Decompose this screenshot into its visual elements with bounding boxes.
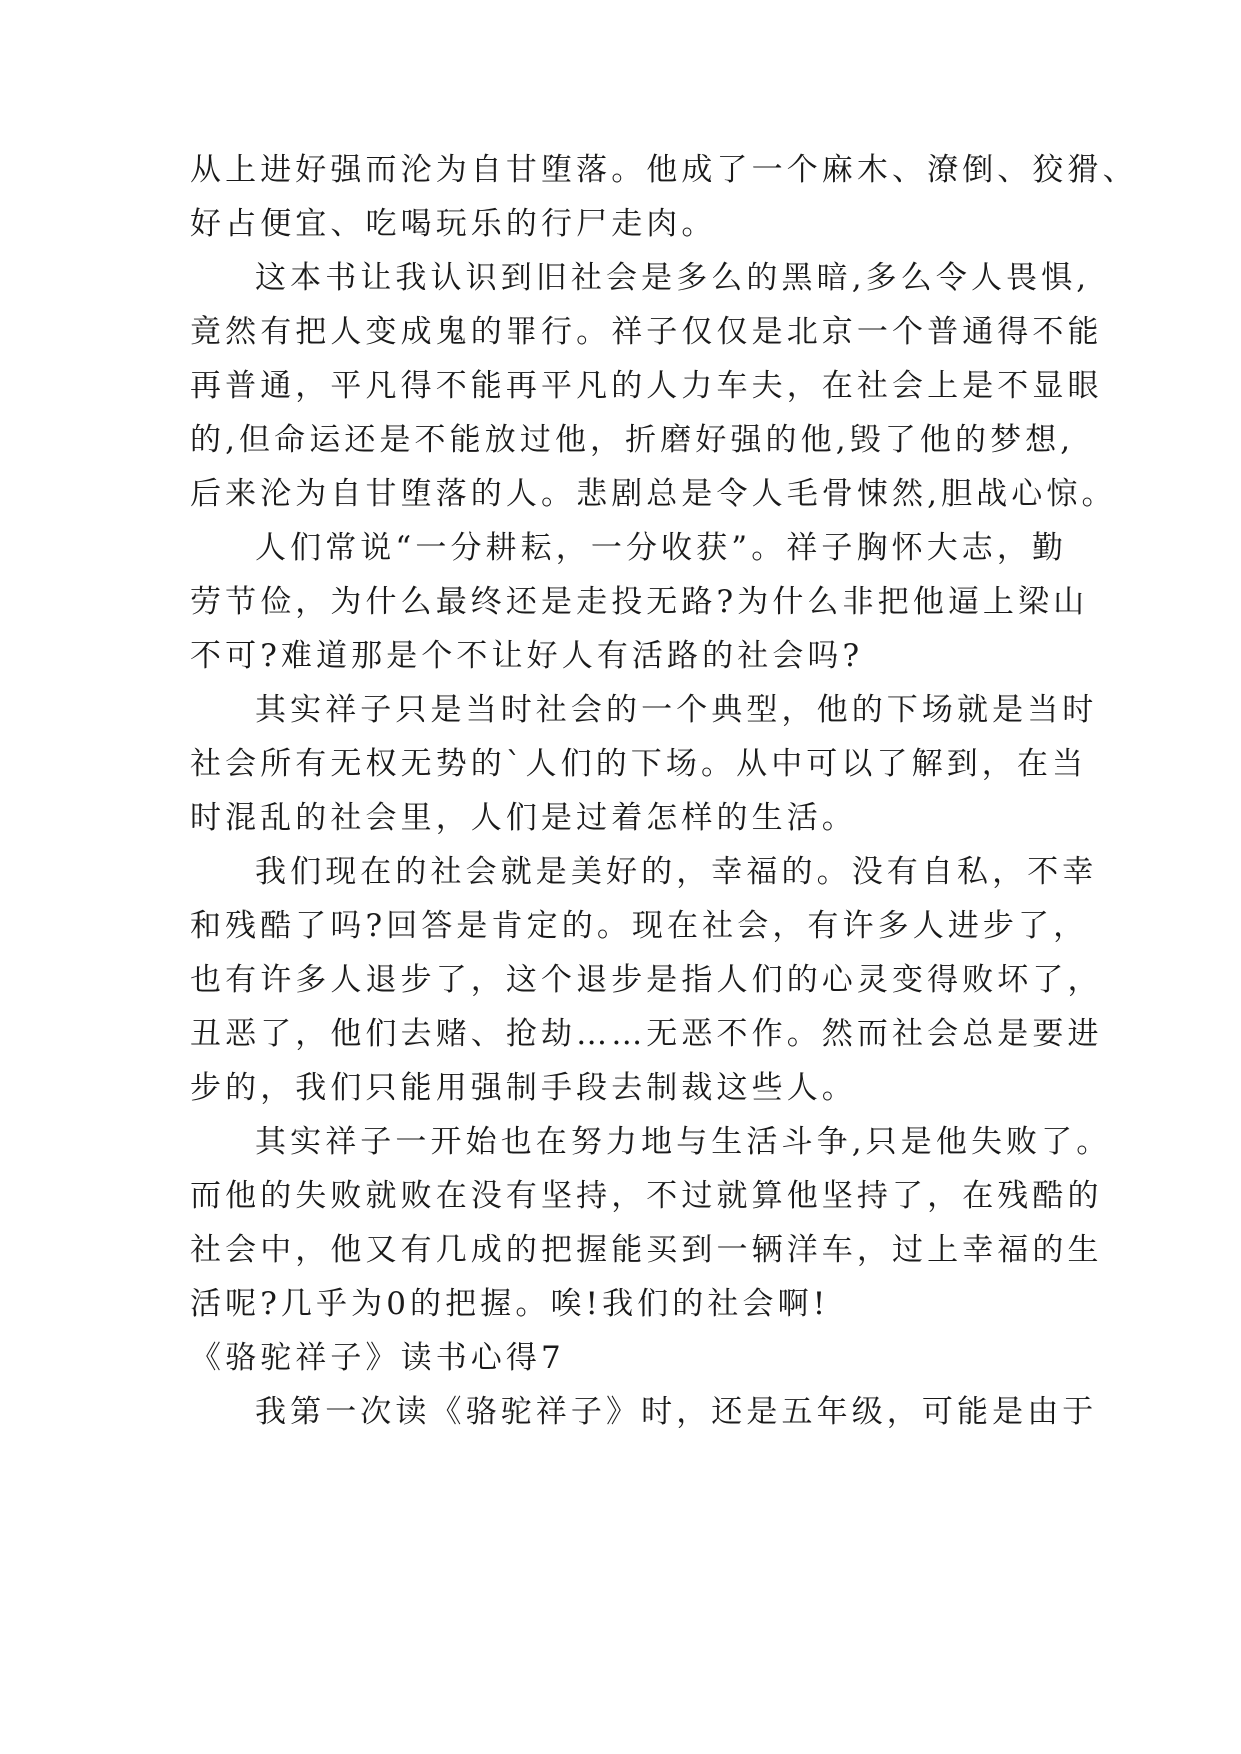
paragraph-line: 后来沦为自甘堕落的人。悲剧总是令人毛骨悚然,胆战心惊。	[190, 476, 1117, 512]
paragraph-line: 再普通，平凡得不能再平凡的人力车夫，在社会上是不显眼	[190, 368, 1103, 404]
paragraph-line: 的,但命运还是不能放过他，折磨好强的他,毁了他的梦想,	[190, 422, 1075, 458]
paragraph-line: 活呢?几乎为0的把握。唉!我们的社会啊!	[190, 1286, 830, 1322]
paragraph-line: 步的，我们只能用强制手段去制裁这些人。	[190, 1070, 857, 1106]
paragraph-line: 竟然有把人变成鬼的罪行。祥子仅仅是北京一个普通得不能	[190, 314, 1103, 350]
paragraph-line: 社会所有无权无势的`人们的下场。从中可以了解到，在当	[190, 746, 1088, 782]
paragraph-line: 从上进好强而沦为自甘堕落。他成了一个麻木、潦倒、狡猾、	[190, 152, 1138, 188]
paragraph-line: 社会中，他又有几成的把握能买到一辆洋车，过上幸福的生	[190, 1232, 1103, 1268]
paragraph-line: 丑恶了，他们去赌、抢劫……无恶不作。然而社会总是要进	[190, 1016, 1103, 1052]
paragraph-line: 也有许多人退步了，这个退步是指人们的心灵变得败坏了，	[190, 962, 1103, 998]
paragraph-line: 和残酷了吗?回答是肯定的。现在社会，有许多人进步了，	[190, 908, 1089, 944]
paragraph-line: 这本书让我认识到旧社会是多么的黑暗,多么令人畏惧,	[255, 260, 1091, 296]
paragraph-line: 其实祥子一开始也在努力地与生活斗争,只是他失败了。	[255, 1124, 1112, 1160]
paragraph-line: 时混乱的社会里，人们是过着怎样的生活。	[190, 800, 857, 836]
paragraph-line: 而他的失败就败在没有坚持，不过就算他坚持了，在残酷的	[190, 1178, 1103, 1214]
paragraph-line: 其实祥子只是当时社会的一个典型，他的下场就是当时	[255, 692, 1098, 728]
paragraph-line: 劳节俭，为什么最终还是走投无路?为什么非把他逼上梁山	[190, 584, 1089, 620]
paragraph-line: 我们现在的社会就是美好的，幸福的。没有自私，不幸	[255, 854, 1098, 890]
paragraph-line: 我第一次读《骆驼祥子》时，还是五年级，可能是由于	[255, 1394, 1098, 1430]
section-heading: 《骆驼祥子》读书心得7	[190, 1340, 565, 1376]
paragraph-line: 不可?难道那是个不让好人有活路的社会吗?	[190, 638, 864, 674]
paragraph-line: 好占便宜、吃喝玩乐的行尸走肉。	[190, 206, 717, 242]
paragraph-line: 人们常说“一分耕耘，一分收获”。祥子胸怀大志，勤	[255, 530, 1068, 566]
